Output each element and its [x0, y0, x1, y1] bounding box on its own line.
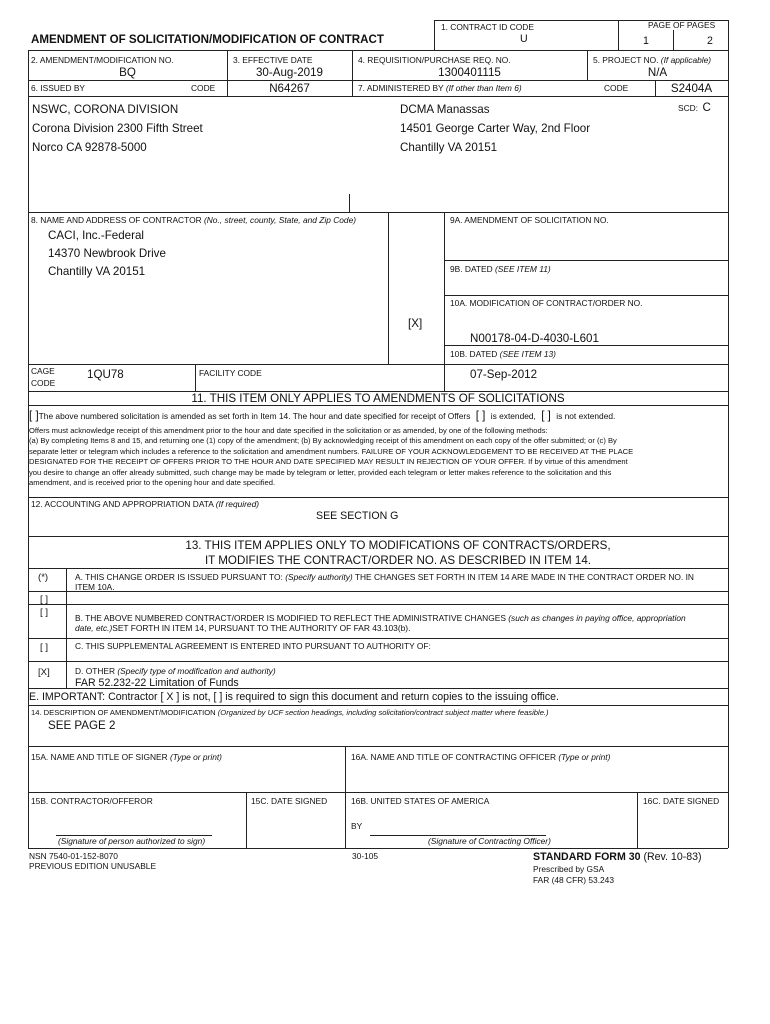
effective-date-value: 30-Aug-2019: [255, 66, 324, 79]
contractor-street: 14370 Newbrook Drive: [48, 247, 166, 260]
project-no-value: N/A: [647, 66, 668, 79]
scd-field: SCD: C: [678, 101, 711, 114]
item13-d-text: D. OTHER (Specify type of modification and authority): [75, 666, 276, 676]
page-number: 1: [643, 35, 649, 47]
item13-star: (*): [38, 572, 49, 583]
total-pages: 2: [707, 35, 713, 47]
by-label: BY: [351, 821, 363, 831]
item13-checkbox-b[interactable]: [ ]: [40, 607, 48, 618]
issued-code-value: N64267: [269, 82, 310, 95]
item11-extension-line: [ ]The above numbered solicitation is amended as set forth in Item 14. The hour and date specified for receipt of Offers [ ] is extended, [ ] is not extended.: [29, 409, 616, 422]
admin-name: DCMA Manassas: [400, 103, 490, 116]
item13-b-text: B. THE ABOVE NUMBERED CONTRACT/ORDER IS MODIFIED TO REFLECT THE ADMINISTRATIVE CHANGES (such as changes in paying office, appropriation date, etc.)SET FORTH IN ITEM 14, PURSUANT TO THE AUTHORITY OF FAR 43.103(b).: [75, 613, 686, 634]
item13-checkbox-d[interactable]: [X]: [38, 667, 50, 678]
dated-9b-label: 9B. DATED (SEE ITEM 11): [450, 264, 551, 274]
contractor-signature-caption: (Signature of person authorized to sign): [58, 836, 206, 846]
form-number: 30-105: [352, 851, 379, 861]
accounting-value: SEE SECTION G: [316, 510, 399, 522]
description-label: 14. DESCRIPTION OF AMENDMENT/MODIFICATION (Organized by UCF section headings, including solicitation/contract subject matter where feasible.): [31, 708, 549, 717]
contractor-city: Chantilly VA 20151: [48, 265, 146, 278]
item13-d-value: FAR 52.232-22 Limitation of Funds: [75, 677, 239, 689]
cage-code-value: 1QU78: [87, 368, 124, 381]
amendment-no-value: BQ: [119, 66, 136, 79]
page-of-pages-label: PAGE OF PAGES: [648, 20, 716, 30]
item11-checkbox-amended[interactable]: [ ]: [29, 409, 39, 422]
item13-checkbox-c[interactable]: [ ]: [40, 642, 48, 653]
issuer-street: Corona Division 2300 Fifth Street: [32, 122, 203, 135]
contractor-date-label: 15C. DATE SIGNED: [251, 796, 328, 806]
admin-street: 14501 George Carter Way, 2nd Floor: [400, 122, 591, 135]
officer-name-label: 16A. NAME AND TITLE OF CONTRACTING OFFICER (Type or print): [351, 752, 611, 762]
contractor-label: 8. NAME AND ADDRESS OF CONTRACTOR (No., street, county, State, and Zip Code): [31, 215, 357, 225]
administered-by-label: 7. ADMINISTERED BY (If other than Item 6): [358, 83, 522, 93]
admin-code-label: CODE: [604, 83, 629, 93]
item13-a-text: A. THIS CHANGE ORDER IS ISSUED PURSUANT TO: (Specify authority) THE CHANGES SET FORTH IN ITEM 14 ARE MADE IN THE CONTRACT ORDER NO. IN ITEM 10A.: [75, 572, 694, 593]
item11-title: 11. THIS ITEM ONLY APPLIES TO AMENDMENTS OF SOLICITATIONS: [191, 392, 565, 405]
far-reference: FAR (48 CFR) 53.243: [533, 875, 614, 885]
amendment-no-label: 2. AMENDMENT/MODIFICATION NO.: [31, 55, 174, 65]
contractor-name: CACI, Inc.-Federal: [48, 229, 144, 242]
item11-line-3: separate letter or telegram which includes a reference to the solicitation and amendment numbers. FAILURE OF YOUR ACKNOWLEDGEMENT TO BE RECEIVED AT THE PLACE: [29, 446, 634, 456]
signer-name-label: 15A. NAME AND TITLE OF SIGNER (Type or print): [31, 752, 222, 762]
previous-edition: PREVIOUS EDITION UNUSABLE: [29, 861, 157, 871]
issued-by-label: 6. ISSUED BY: [31, 83, 85, 93]
admin-city: Chantilly VA 20151: [400, 141, 498, 154]
important-line: E. IMPORTANT: Contractor [ X ] is not, [ ] is required to sign this document and return copies to the issuing office.: [29, 691, 559, 703]
contract-id-label: 1. CONTRACT ID CODE: [441, 22, 534, 32]
item13-c-text: C. THIS SUPPLEMENTAL AGREEMENT IS ENTERED INTO PURSUANT TO AUTHORITY OF:: [75, 641, 431, 651]
description-value: SEE PAGE 2: [48, 719, 116, 732]
dated-10b-value: 07-Sep-2012: [470, 368, 538, 381]
item11-instructions: [29, 426, 729, 488]
dated-10b-label: 10B. DATED (SEE ITEM 13): [450, 349, 556, 359]
cage-label: CAGE: [31, 366, 55, 376]
item13-checkbox-a[interactable]: [ ]: [40, 594, 48, 605]
item11-line-4: DESIGNATED FOR THE RECEIPT OF OFFERS PRIOR TO THE HOUR AND DATE SPECIFIED MAY RESULT IN REJECTION OF YOUR OFFER. If by virtue of this amendment: [29, 457, 628, 467]
facility-code-label: FACILITY CODE: [199, 368, 262, 378]
issuer-city: Norco CA 92878-5000: [32, 141, 147, 154]
item11-line-5: you desire to change an offer already submitted, such change may be made by telegram or letter, provided each telegram or letter makes reference to the solicitation and this: [29, 467, 612, 477]
item10-checkbox[interactable]: [X]: [408, 317, 423, 330]
cage-label-2: CODE: [31, 378, 56, 388]
accounting-label: 12. ACCOUNTING AND APPROPRIATION DATA (If required): [31, 499, 260, 509]
item11-checkbox-extended[interactable]: [ ]: [475, 409, 486, 422]
contract-id-value: U: [520, 33, 528, 45]
item13-title-1: 13. THIS ITEM APPLIES ONLY TO MODIFICATIONS OF CONTRACTS/ORDERS,: [185, 539, 611, 552]
issuer-name: NSWC, CORONA DIVISION: [32, 103, 179, 116]
officer-date-label: 16C. DATE SIGNED: [643, 796, 720, 806]
important-checkbox-is[interactable]: [ ]: [213, 691, 223, 703]
amendment-solicitation-label: 9A. AMENDMENT OF SOLICITATION NO.: [450, 215, 609, 225]
standard-form-label: STANDARD FORM 30 (Rev. 10-83): [533, 851, 702, 863]
effective-date-label: 3. EFFECTIVE DATE: [233, 55, 313, 65]
contractor-offeror-label: 15B. CONTRACTOR/OFFEROR: [31, 796, 153, 806]
usa-label: 16B. UNITED STATES OF AMERICA: [351, 796, 490, 806]
requisition-label: 4. REQUISITION/PURCHASE REQ. NO.: [358, 55, 511, 65]
modification-contract-label: 10A. MODIFICATION OF CONTRACT/ORDER NO.: [450, 298, 643, 308]
issued-code-label: CODE: [191, 83, 216, 93]
item11-line-6: amendment, and is received prior to the opening hour and date specified.: [29, 478, 276, 488]
item11-line-1: Offers must acknowledge receipt of this amendment prior to the hour and date specified in the solicitation or as amended, by one of the following methods:: [29, 426, 548, 435]
item13-title-2: IT MODIFIES THE CONTRACT/ORDER NO. AS DESCRIBED IN ITEM 14.: [204, 554, 592, 567]
modification-contract-value: N00178-04-D-4030-L601: [470, 332, 599, 345]
item11-line-2: (a) By completing Items 8 and 15, and returning one (1) copy of the amendment; (b) By acknowledging receipt of this amendment on each copy of the offer submitted; or (c) By: [29, 436, 617, 446]
nsn-number: NSN 7540-01-152-8070: [29, 851, 118, 861]
item11-checkbox-not-extended[interactable]: [ ]: [541, 409, 551, 422]
project-no-label: 5. PROJECT NO. (If applicable): [593, 55, 712, 65]
prescribed-by: Prescribed by GSA: [533, 864, 605, 874]
requisition-value: 1300401115: [438, 66, 501, 79]
admin-code-value: S2404A: [670, 82, 713, 95]
form-title: AMENDMENT OF SOLICITATION/MODIFICATION OF CONTRACT: [31, 33, 384, 46]
important-checkbox-not[interactable]: [ X ]: [160, 691, 180, 703]
officer-signature-caption: (Signature of Contracting Officer): [428, 836, 551, 846]
